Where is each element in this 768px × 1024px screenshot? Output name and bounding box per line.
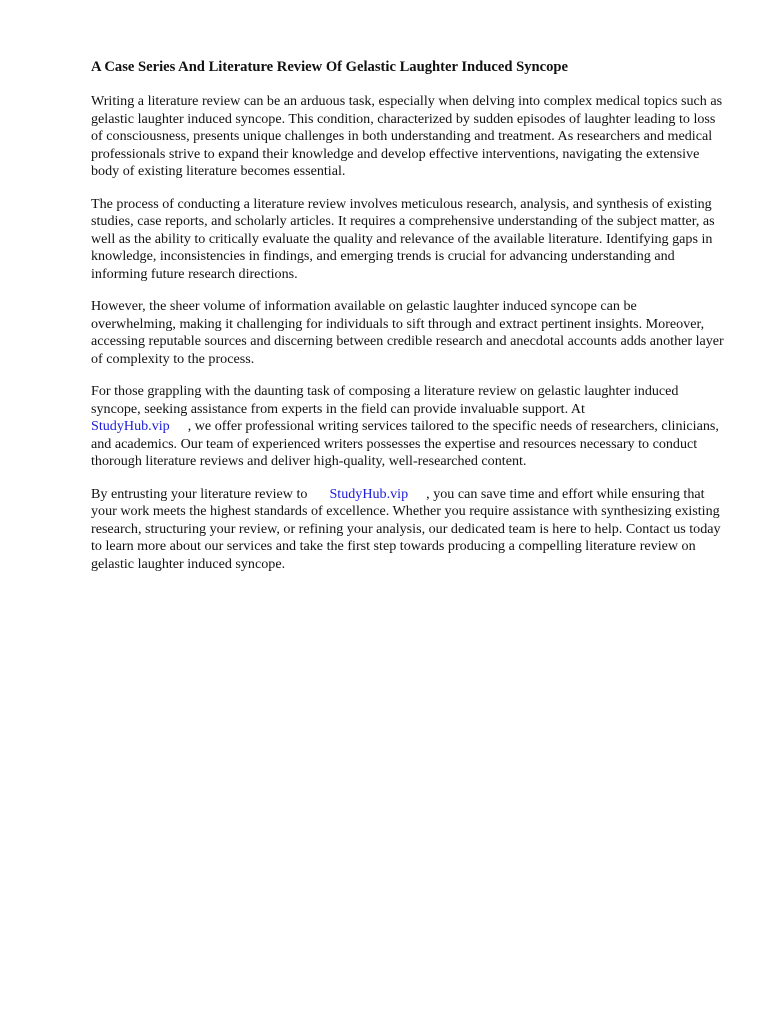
paragraph-assistance-text-start: For those grappling with the daunting task of composing a literature review on gelastic laughter induced syncope, seeking assistance from experts in the field can provide invaluable support. At [91, 383, 679, 417]
studyhub-link-2[interactable]: StudyHub.vip [329, 485, 409, 502]
document-page [91, 58, 725, 588]
paragraph-volume: However, the sheer volume of information available on gelastic laughter induced syncope can be overwhelming, making it challenging for individuals to sift through and extract pertinent insights. Moreover, accessing reputable sources and discerning between credible research and anecdotal accounts adds another layer of complexity to the process. [91, 298, 724, 367]
paragraph-process: The process of conducting a literature review involves meticulous research, analysis, and synthesis of existing studies, case reports, and scholarly articles. It requires a comprehensive understanding of the subject matter, as well as the ability to critically evaluate the quality and relevance of the available literature. Identifying gaps in knowledge, inconsistencies in findings, and emerging trends is crucial for advancing understanding and informing future research directions. [91, 195, 715, 282]
document-title: A Case Series And Literature Review Of Gelastic Laughter Induced Syncope [91, 59, 568, 75]
paragraph-intro: Writing a literature review can be an arduous task, especially when delving into complex medical topics such as gelastic laughter induced syncope. This condition, characterized by sudden episodes of laughter leading to loss of consciousness, presents unique challenges in both understanding and treatment. As researchers and medical professionals strive to expand their knowledge and develop effective interventions, navigating the extensive body of existing literature becomes essential. [91, 93, 723, 179]
paragraph-entrusting [91, 486, 725, 574]
studyhub-link[interactable]: StudyHub.vip [91, 418, 170, 434]
paragraph-assistance [91, 383, 725, 471]
paragraph-entrusting-text-start: By entrusting your literature review to [91, 485, 308, 502]
paragraph-entrusting-text-end: , you can save time and effort while ensuring that your work meets the highest standards of excellence. Whether you require assistance with synthesizing existing research, structuring your review, or refining your analysis, our dedicated team is here to help. Contact us today to learn more about our services and take the first step towards producing a compelling literature review on gelastic laughter induced syncope. [91, 485, 721, 572]
paragraph-assistance-text-end: , we offer professional writing services tailored to the specific needs of researchers, clinicians, and academics. Our team of experienced writers possesses the expertise and resources necessary to conduct thorough literature reviews and deliver high-quality, well-researched content. [91, 418, 719, 469]
